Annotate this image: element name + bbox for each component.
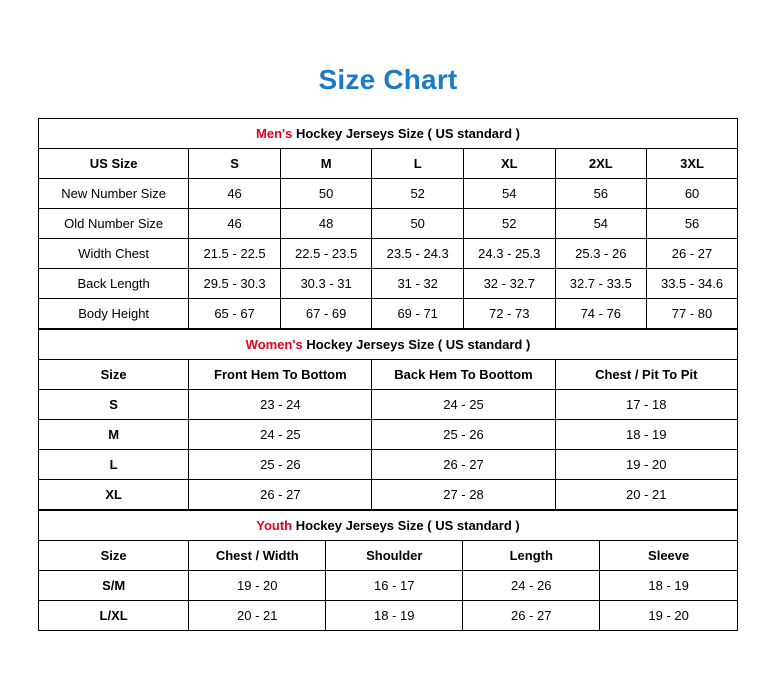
womens-section-header-rest: Hockey Jerseys Size ( US standard ): [302, 337, 531, 352]
mens-row-2-val-2: 23.5 - 24.3: [372, 239, 464, 269]
youth-section-header-rest: Hockey Jerseys Size ( US standard ): [292, 518, 520, 533]
mens-row-1-val-0: 46: [189, 209, 281, 239]
mens-row-2-val-1: 22.5 - 23.5: [280, 239, 372, 269]
mens-row-1-val-5: 56: [647, 209, 738, 239]
womens-row-3-val-1: 27 - 28: [372, 480, 555, 510]
mens-row-3-label: Back Length: [39, 269, 189, 299]
mens-section-header: [39, 119, 738, 149]
youth-col-4: Sleeve: [600, 541, 738, 571]
youth-row-0-val-3: 18 - 19: [600, 571, 738, 601]
mens-row-1-val-3: 52: [463, 209, 555, 239]
table-header-row: [39, 149, 738, 179]
mens-row-3-val-1: 30.3 - 31: [280, 269, 372, 299]
table-row: [39, 601, 738, 631]
womens-section-header: [39, 330, 738, 360]
mens-row-0-val-4: 56: [555, 179, 647, 209]
youth-col-3: Length: [463, 541, 600, 571]
womens-col-2: Back Hem To Boottom: [372, 360, 555, 390]
mens-row-4-val-5: 77 - 80: [647, 299, 738, 329]
mens-row-4-label: Body Height: [39, 299, 189, 329]
mens-row-4-val-1: 67 - 69: [280, 299, 372, 329]
table-row: [39, 269, 738, 299]
mens-col-3: L: [372, 149, 464, 179]
mens-row-0-val-1: 50: [280, 179, 372, 209]
mens-row-4-val-3: 72 - 73: [463, 299, 555, 329]
mens-row-1-label: Old Number Size: [39, 209, 189, 239]
youth-col-0: Size: [39, 541, 189, 571]
mens-section-header-accent: Men's: [256, 126, 293, 141]
womens-row-0-label: S: [39, 390, 189, 420]
table-row: [39, 420, 738, 450]
mens-row-2-val-3: 24.3 - 25.3: [463, 239, 555, 269]
womens-row-0-val-0: 23 - 24: [189, 390, 372, 420]
table-row: [39, 450, 738, 480]
womens-row-1-val-2: 18 - 19: [555, 420, 737, 450]
womens-row-0-val-1: 24 - 25: [372, 390, 555, 420]
mens-row-2-val-0: 21.5 - 22.5: [189, 239, 281, 269]
womens-col-3: Chest / Pit To Pit: [555, 360, 737, 390]
womens-section-header-accent: Women's: [245, 337, 303, 352]
mens-row-4-val-2: 69 - 71: [372, 299, 464, 329]
mens-row-0-val-5: 60: [647, 179, 738, 209]
mens-row-1-val-2: 50: [372, 209, 464, 239]
mens-row-1-val-4: 54: [555, 209, 647, 239]
womens-col-0: Size: [39, 360, 189, 390]
youth-section-header-accent: Youth: [256, 518, 293, 533]
mens-row-4-val-4: 74 - 76: [555, 299, 647, 329]
mens-row-2-val-4: 25.3 - 26: [555, 239, 647, 269]
womens-row-2-label: L: [39, 450, 189, 480]
womens-row-3-label: XL: [39, 480, 189, 510]
womens-row-1-label: M: [39, 420, 189, 450]
mens-row-2-label: Width Chest: [39, 239, 189, 269]
youth-col-1: Chest / Width: [189, 541, 326, 571]
table-row: [39, 571, 738, 601]
womens-size-table: [38, 329, 738, 510]
mens-row-3-val-0: 29.5 - 30.3: [189, 269, 281, 299]
womens-row-3-val-2: 20 - 21: [555, 480, 737, 510]
mens-row-0-val-3: 54: [463, 179, 555, 209]
womens-row-1-val-0: 24 - 25: [189, 420, 372, 450]
youth-section-header: [39, 511, 738, 541]
mens-col-6: 3XL: [647, 149, 738, 179]
mens-row-3-val-3: 32 - 32.7: [463, 269, 555, 299]
mens-row-3-val-5: 33.5 - 34.6: [647, 269, 738, 299]
mens-section-header-rest: Hockey Jerseys Size ( US standard ): [292, 126, 520, 141]
womens-row-0-val-2: 17 - 18: [555, 390, 737, 420]
youth-row-1-val-2: 26 - 27: [463, 601, 600, 631]
youth-size-table: [38, 510, 738, 631]
youth-col-2: Shoulder: [326, 541, 463, 571]
table-row: [39, 209, 738, 239]
youth-row-1-label: L/XL: [39, 601, 189, 631]
youth-row-0-label: S/M: [39, 571, 189, 601]
table-row: [39, 390, 738, 420]
mens-row-4-val-0: 65 - 67: [189, 299, 281, 329]
page-title: Size Chart: [318, 64, 458, 95]
mens-row-0-val-2: 52: [372, 179, 464, 209]
section-header-row: [39, 119, 738, 149]
mens-col-2: M: [280, 149, 372, 179]
mens-row-2-val-5: 26 - 27: [647, 239, 738, 269]
womens-row-3-val-0: 26 - 27: [189, 480, 372, 510]
mens-col-5: 2XL: [555, 149, 647, 179]
mens-row-1-val-1: 48: [280, 209, 372, 239]
mens-row-0-val-0: 46: [189, 179, 281, 209]
youth-row-1-val-3: 19 - 20: [600, 601, 738, 631]
size-chart-tables: [38, 118, 738, 631]
youth-row-1-val-1: 18 - 19: [326, 601, 463, 631]
womens-row-2-val-2: 19 - 20: [555, 450, 737, 480]
mens-row-3-val-4: 32.7 - 33.5: [555, 269, 647, 299]
table-row: [39, 179, 738, 209]
youth-row-1-val-0: 20 - 21: [189, 601, 326, 631]
youth-row-0-val-0: 19 - 20: [189, 571, 326, 601]
mens-row-3-val-2: 31 - 32: [372, 269, 464, 299]
table-header-row: [39, 541, 738, 571]
mens-col-4: XL: [463, 149, 555, 179]
womens-col-1: Front Hem To Bottom: [189, 360, 372, 390]
mens-col-0: US Size: [39, 149, 189, 179]
womens-row-2-val-0: 25 - 26: [189, 450, 372, 480]
table-row: [39, 299, 738, 329]
mens-col-1: S: [189, 149, 281, 179]
womens-row-1-val-1: 25 - 26: [372, 420, 555, 450]
table-row: [39, 239, 738, 269]
youth-row-0-val-1: 16 - 17: [326, 571, 463, 601]
table-row: [39, 480, 738, 510]
womens-row-2-val-1: 26 - 27: [372, 450, 555, 480]
mens-size-table: [38, 118, 738, 329]
section-header-row: [39, 511, 738, 541]
mens-row-0-label: New Number Size: [39, 179, 189, 209]
section-header-row: [39, 330, 738, 360]
youth-row-0-val-2: 24 - 26: [463, 571, 600, 601]
table-header-row: [39, 360, 738, 390]
